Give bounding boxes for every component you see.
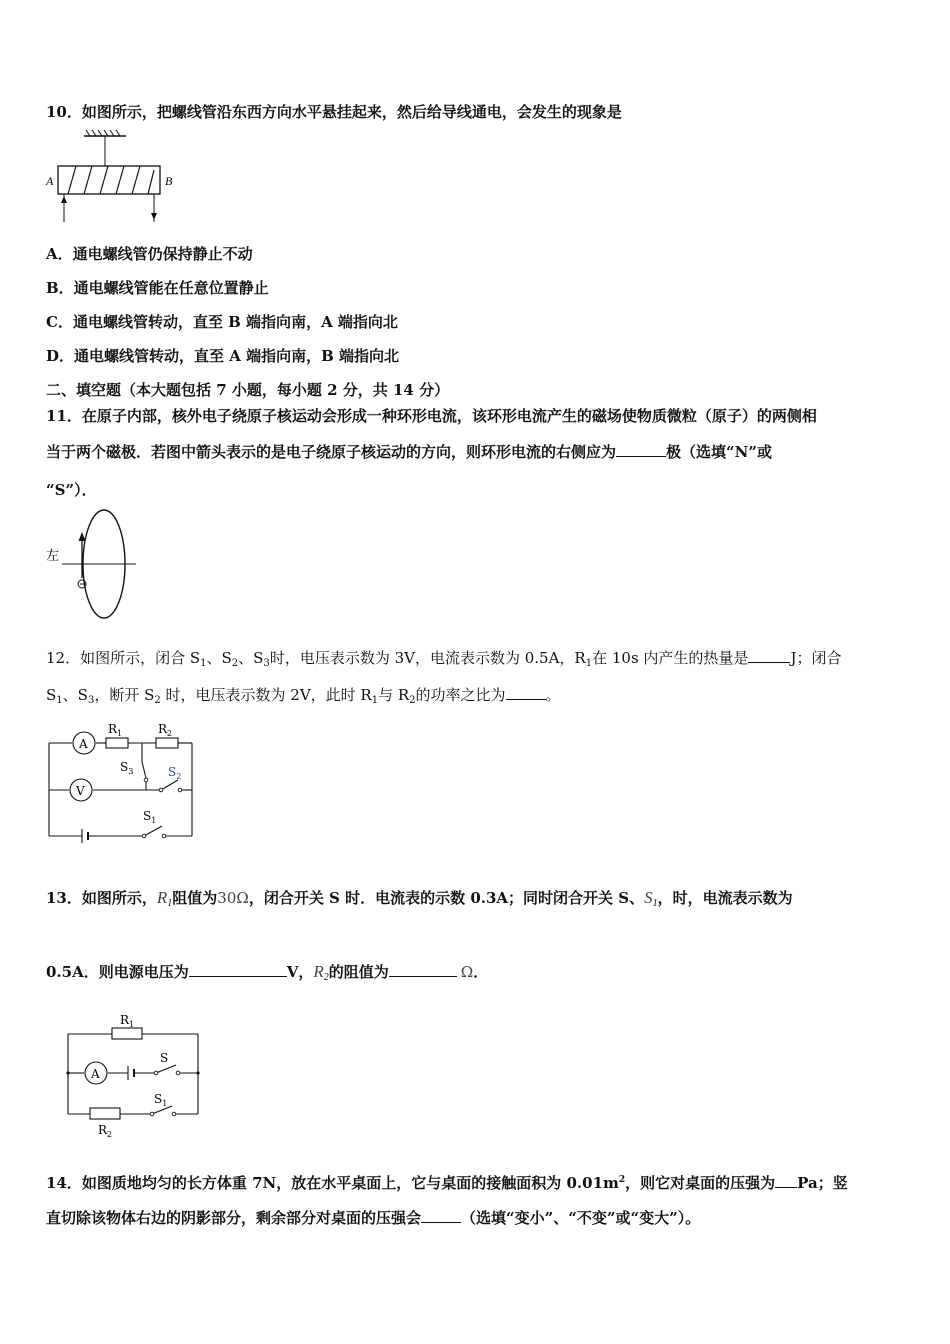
q11-ring-figure [44,508,154,623]
q14-t4: 直切除该物体右边的阴影部分，剩余部分对桌面的压强会 [46,1209,422,1227]
q12-voltmeter-label: V [76,784,85,798]
q12-s3-label: $S_3$ [120,760,134,776]
q13-ohm-unit: Ω [460,963,474,981]
q13-line-1 [46,888,793,914]
q12-r1-label: $R_1$ [108,722,123,738]
q12-t13: 。 [545,686,561,704]
q10-stem: 10．如图所示，把螺线管沿东西方向水平悬挂起来，然后给导线通电，会发生的现象是 [46,103,622,121]
q12-t4: 时，电压表示数为 3V，电流表示数为 0.5A，R [269,649,586,667]
q12-circuit-figure [44,718,204,843]
q10-solenoid-figure [44,130,184,225]
q14-t5: （选填“变小”、“不变”或“变大”）。 [461,1209,701,1227]
q10-label-b: B [165,174,173,188]
q10-option-b: B．通电螺线管能在任意位置静止 [46,279,269,297]
q13-s1-symbol: S [644,888,653,907]
q13-s-label: S [160,1051,169,1065]
q12-ammeter-label: A [79,737,88,751]
q13-t2: 阻值为 [172,889,218,907]
q12-t5: 在 10s 内产生的热量是 [592,649,749,667]
q13-t6: V， [286,963,314,981]
q12-sub: 2 [231,658,239,669]
q12-sub: 1 [371,695,379,706]
q13-t7: 的阻值为 [328,963,389,981]
q11-line-2 [46,442,772,462]
q13-t3: ，闭合开关 S 时．电流表的示数 0.3A；同时闭合开关 S、 [248,889,645,907]
q12-t3: 、S [238,649,264,667]
q14-t2: ，则它对桌面的压强为 [625,1174,776,1192]
q11-line-1: 11．在原子内部，核外电子绕原子核运动会形成一种环形电流，该环形电流产生的磁场使物质微粒（原子）的两侧相 [46,407,817,425]
q11-text-a: 当于两个磁极．若图中箭头表示的是电子绕原子核运动的方向，则环形电流的右侧应为 [46,443,617,461]
q12-s1-label: $S_1$ [143,809,157,825]
q13-circuit-figure [60,1010,210,1140]
q11-text-b: 极（选填“N”或 [666,443,772,461]
q12-t11: 与 R [378,686,410,704]
q11-blank[interactable] [616,442,666,457]
q12-t2: 、S [206,649,232,667]
q14-t3: Pa；竖 [797,1174,848,1192]
q12-t6: J；闭合 [790,649,842,667]
q12-sub: 3 [87,695,95,706]
q12-line-2 [46,685,561,711]
q13-ammeter-label: A [91,1067,100,1081]
q14-line-1 [46,1170,848,1193]
q10-option-c: C．通电螺线管转动，直至 B 端指向南，A 端指向北 [46,313,398,331]
q12-r2-label: $R_2$ [158,722,173,738]
q13-sub: 2 [323,972,329,983]
q12-s2-label: $S_2$ [168,765,182,781]
q12-sub: 1 [56,695,63,706]
q13-t5: 0.5A．则电源电压为 [46,963,189,981]
q13-line-2 [46,962,488,988]
q13-r1-symbol: R [156,888,168,907]
q13-r1-value: 30Ω [217,889,249,907]
q13-sub: 1 [652,898,658,909]
q10-option-a: A．通电螺线管仍保持静止不动 [46,245,253,263]
q12-sub: 1 [200,658,207,669]
q14-blank-pressure[interactable] [775,1173,797,1188]
q13-t4: ，时，电流表示数为 [657,889,793,907]
q14-t1: 14．如图质地均匀的长方体重 7N，放在水平桌面上，它与桌面的接触面积为 0.01m [46,1174,619,1192]
q12-line-1 [46,648,841,674]
q12-blank-heat[interactable] [748,648,790,663]
q13-blank-r2[interactable] [389,962,457,977]
q12-t7: S [46,686,57,704]
q12-sub: 1 [585,658,593,669]
q10-option-d: D．通电螺线管转动，直至 A 端指向南，B 端指向北 [46,347,399,365]
q14-sup: 2 [618,1175,626,1185]
q13-r1-label: $R_1$ [120,1013,135,1029]
section-2-heading: 二、填空题（本大题包括 7 小题，每小题 2 分，共 14 分） [46,381,450,399]
q13-t8: ． [473,963,489,981]
q12-t8: 、S [62,686,88,704]
q13-s1-label: $S_1$ [154,1092,168,1108]
q13-sub: 1 [167,898,173,909]
q12-t1: 12．如图所示，闭合 S [46,649,201,667]
q12-t12: 的功率之比为 [415,686,506,704]
q11-line-3: “S”）． [46,481,97,499]
q12-sub: 2 [154,695,161,706]
q13-r2-label: $R_2$ [98,1123,113,1139]
q11-label-left: 左 [46,549,60,564]
q14-blank-change[interactable] [421,1208,461,1223]
q13-blank-voltage[interactable] [189,962,287,977]
q12-t10: 时，电压表示数为 2V，此时 R [160,686,372,704]
q12-t9: ，断开 S [94,686,155,704]
q14-line-2 [46,1208,700,1228]
q12-sub: 3 [263,658,270,669]
q13-r2-symbol: R [313,962,324,981]
q12-blank-ratio[interactable] [506,685,546,700]
q13-t1: 13．如图所示， [46,889,157,907]
q12-sub: 2 [409,695,416,706]
q10-label-a: A [46,174,54,188]
